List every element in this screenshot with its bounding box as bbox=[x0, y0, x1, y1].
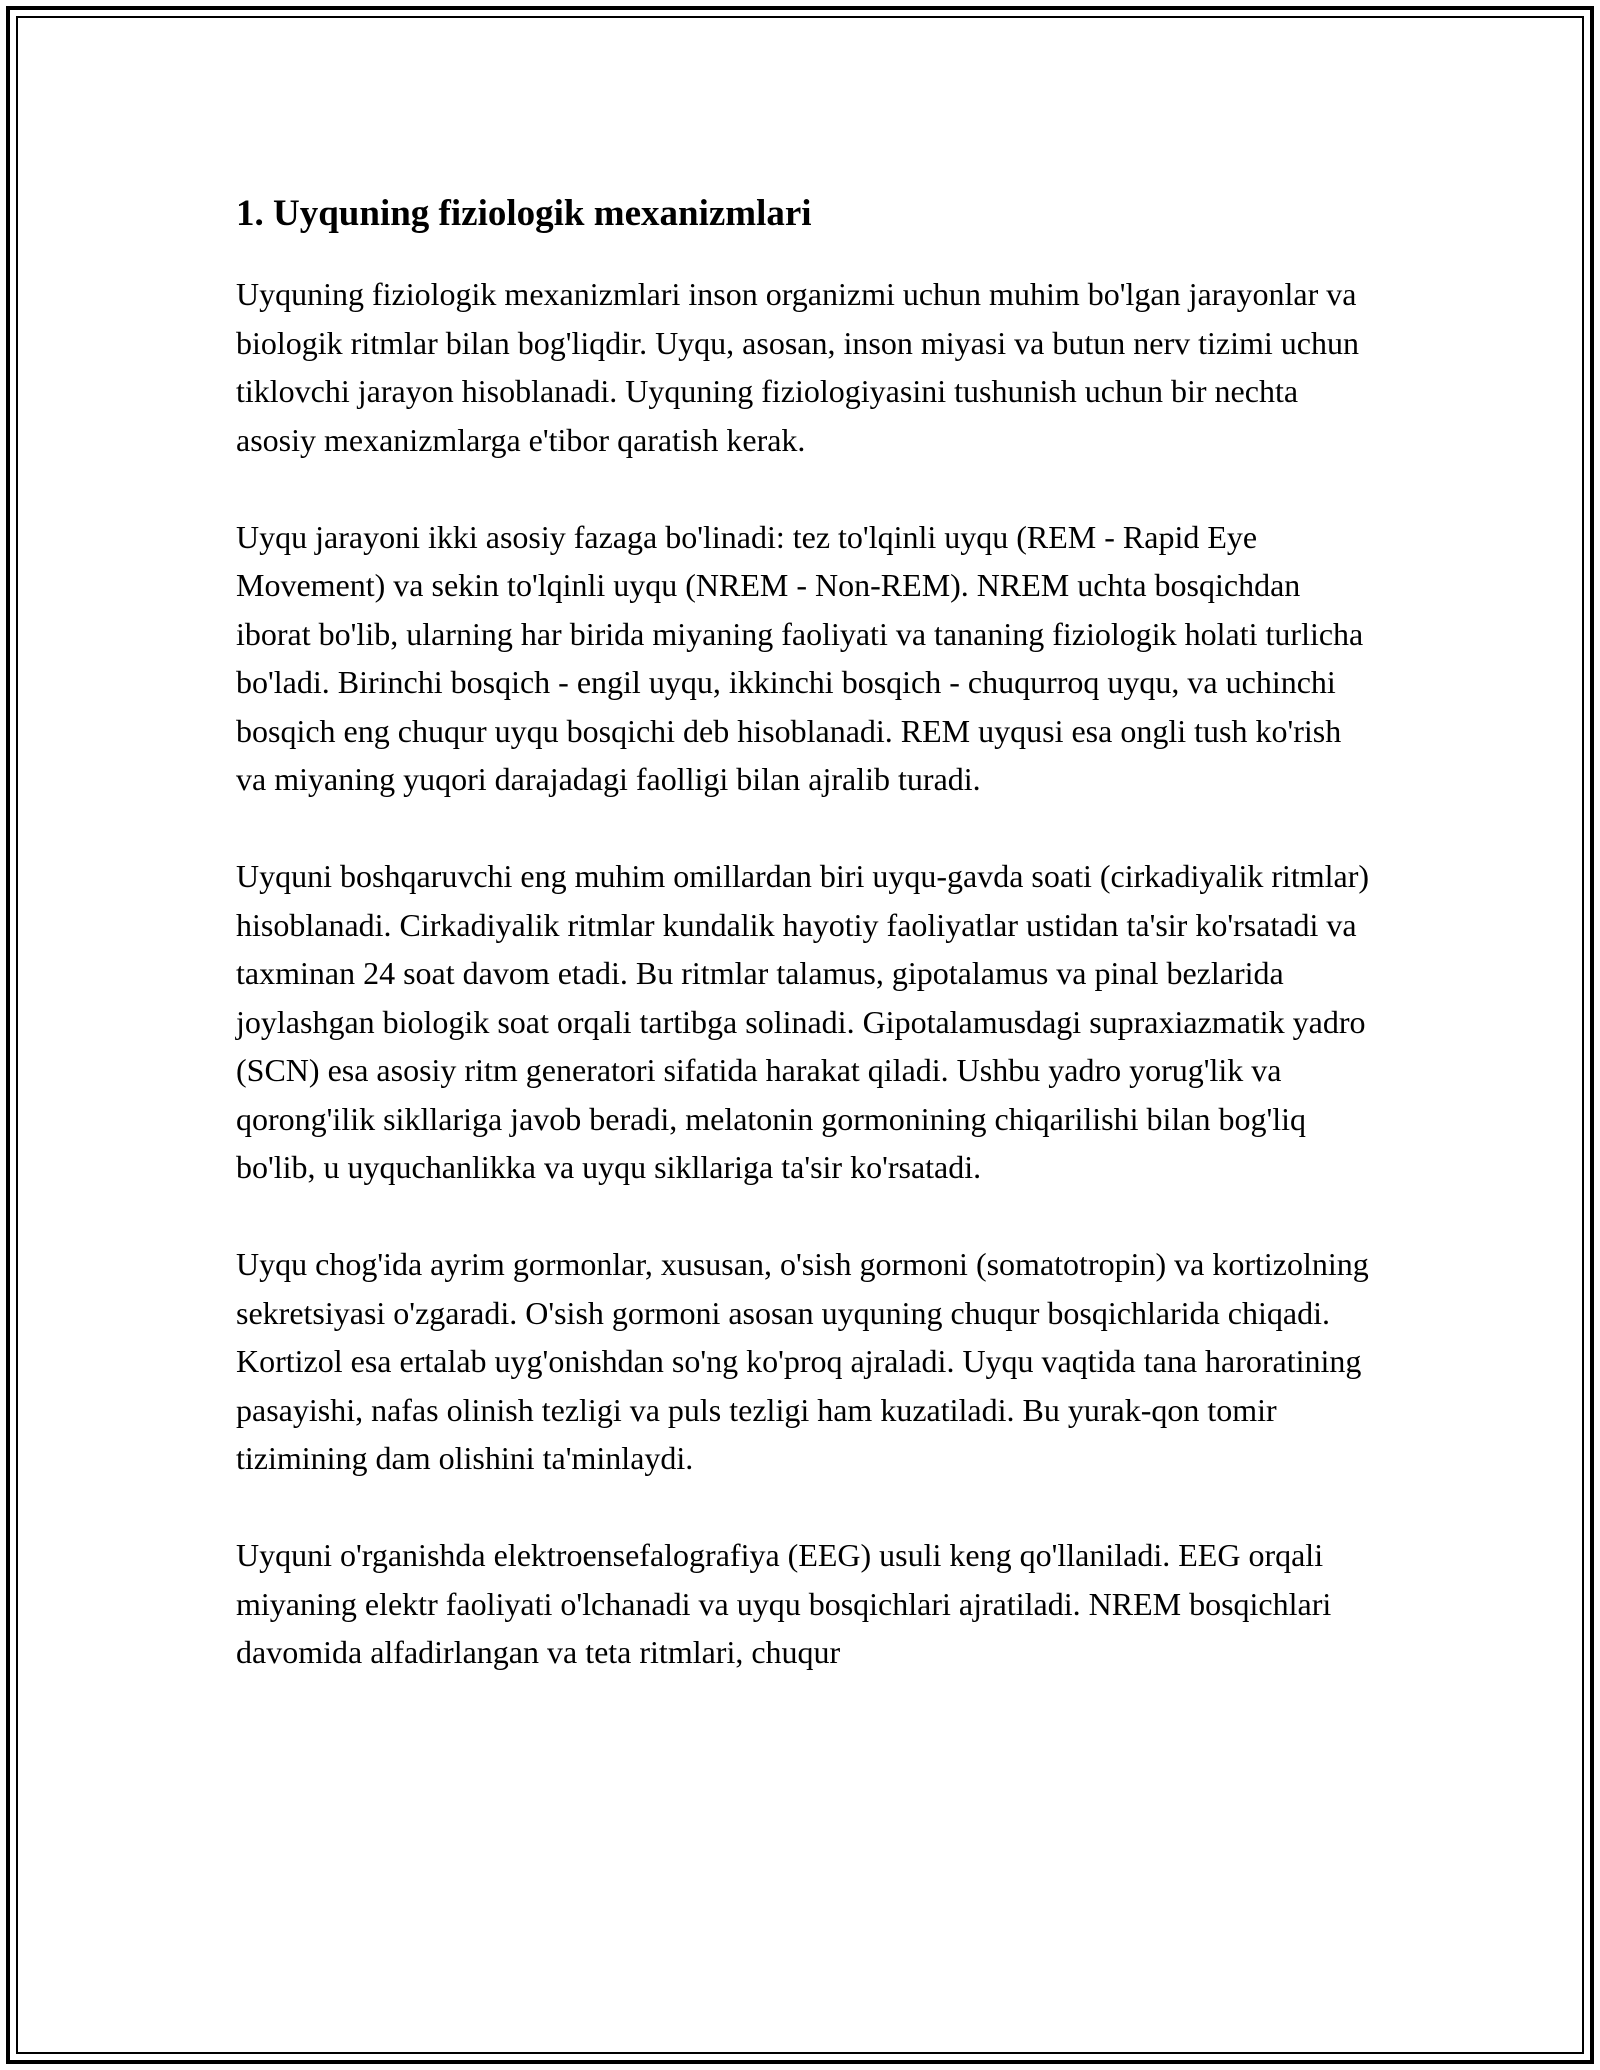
document-content bbox=[236, 188, 1376, 1725]
section-heading: 1. Uyquning fiziologik mexanizmlari bbox=[236, 193, 812, 234]
paragraph-2: Uyqu jarayoni ikki asosiy fazaga bo'linadi: tez to'lqinli uyqu (REM - Rapid Eye Movement) va sekin to'lqinli uyqu (NREM - Non-REM). NREM uchta bosqichdan iborat bo'lib, ularning har birida miyaning faoliyati va tananing fiziologik holati turlicha bo'ladi. Birinchi bosqich - engil uyqu, ikkinchi bosqich - chuqurroq uyqu, va uchinchi bosqich eng chuqur uyqu bosqichi deb hisoblanadi. REM uyqusi esa ongli tush ko'rish va miyaning yuqori darajadagi faolligi bilan ajralib turadi. bbox=[236, 518, 1364, 797]
paragraph-5: Uyquni o'rganishda elektroensefalografiya (EEG) usuli keng qo'llaniladi. EEG orqali miyaning elektr faoliyati o'lchanadi va uyqu bosqichlari ajratiladi. NREM bosqichlari davomida alfadirlangan va teta ritmlari, chuqur bbox=[236, 1537, 1332, 1670]
paragraph-1: Uyquning fiziologik mexanizmlari inson organizmi uchun muhim bo'lgan jarayonlar va biologik ritmlar bilan bog'liqdir. Uyqu, asosan, inson miyasi va butun nerv tizimi uchun tiklovchi jarayon hisoblanadi. Uyquning fiziologiyasini tushunish uchun bir nechta asosiy mexanizmlarga e'tibor qaratish kerak. bbox=[236, 276, 1359, 458]
paragraph-3: Uyquni boshqaruvchi eng muhim omillardan biri uyqu-gavda soati (cirkadiyalik ritmlar) hisoblanadi. Cirkadiyalik ritmlar kundalik hayotiy faoliyatlar ustidan ta'sir ko'rsatadi va taxminan 24 soat davom etadi. Bu ritmlar talamus, gipotalamus va pinal bezlarida joylashgan biologik soat orqali tartibga solinadi. Gipotalamusdagi supraxiazmatik yadro (SCN) esa asosiy ritm generatori sifatida harakat qiladi. Ushbu yadro yorug'lik va qorong'ilik sikllariga javob beradi, melatonin gormonining chiqarilishi bilan bog'liq bo'lib, u uyquchanlikka va uyqu sikllariga ta'sir ko'rsatadi. bbox=[236, 858, 1370, 1185]
paragraph-4: Uyqu chog'ida ayrim gormonlar, xususan, o'sish gormoni (somatotropin) va kortizolning sekretsiyasi o'zgaradi. O'sish gormoni asosan uyquning chuqur bosqichlarida chiqadi. Kortizol esa ertalab uyg'onishdan so'ng ko'proq ajraladi. Uyqu vaqtida tana haroratining pasayishi, nafas olinish tezligi va puls tezligi ham kuzatiladi. Bu yurak-qon tomir tizimining dam olishini ta'minlaydi. bbox=[236, 1246, 1369, 1476]
